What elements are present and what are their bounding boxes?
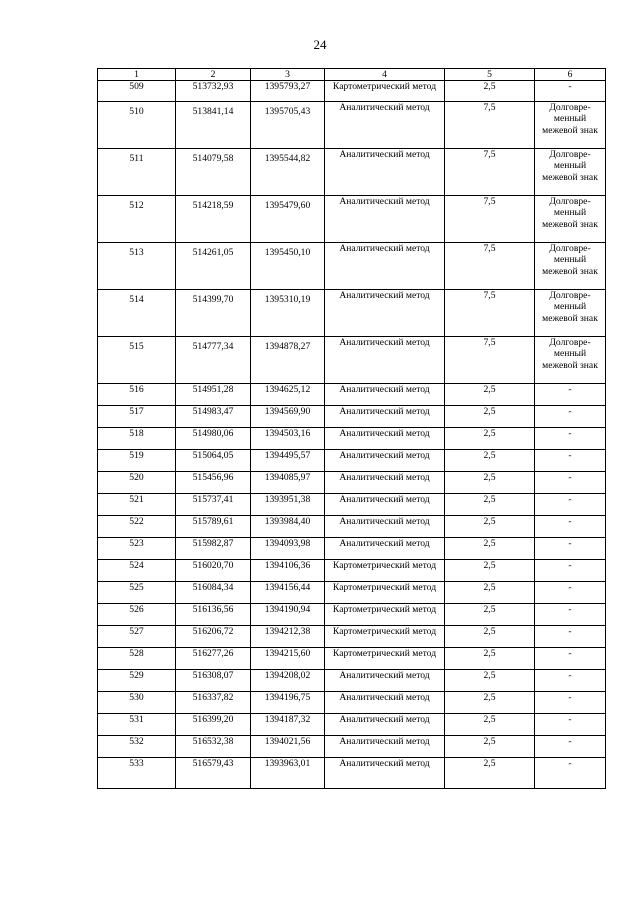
y-coordinate-cell: 1393963,01	[251, 758, 325, 789]
x-coordinate-cell: 515737,41	[176, 494, 251, 516]
method-cell: Картометрический метод	[325, 604, 445, 626]
table-row	[98, 582, 606, 604]
y-coordinate-cell: 1395793,27	[251, 81, 325, 102]
method-cell: Картометрический метод	[325, 626, 445, 648]
point-number-cell: 514	[98, 290, 176, 337]
point-number-cell: 517	[98, 406, 176, 428]
boundary-sign-cell: -	[535, 604, 606, 626]
accuracy-cell: 2,5	[445, 450, 535, 472]
boundary-sign-cell: -	[535, 560, 606, 582]
boundary-sign-cell: Долговре-менный межевой знак	[535, 337, 606, 384]
method-cell: Аналитический метод	[325, 102, 445, 149]
accuracy-cell: 2,5	[445, 714, 535, 736]
method-cell: Картометрический метод	[325, 648, 445, 670]
y-coordinate-cell: 1394495,57	[251, 450, 325, 472]
method-cell: Аналитический метод	[325, 428, 445, 450]
accuracy-cell: 2,5	[445, 384, 535, 406]
table-row	[98, 243, 606, 290]
table-row	[98, 604, 606, 626]
method-cell: Аналитический метод	[325, 406, 445, 428]
table-row	[98, 626, 606, 648]
x-coordinate-cell: 514983,47	[176, 406, 251, 428]
method-cell: Аналитический метод	[325, 714, 445, 736]
method-cell: Аналитический метод	[325, 149, 445, 196]
point-number-cell: 524	[98, 560, 176, 582]
point-number-cell: 519	[98, 450, 176, 472]
table-row	[98, 384, 606, 406]
x-coordinate-cell: 516084,34	[176, 582, 251, 604]
method-cell: Картометрический метод	[325, 81, 445, 102]
method-cell: Аналитический метод	[325, 494, 445, 516]
x-coordinate-cell: 516206,72	[176, 626, 251, 648]
table-row	[98, 428, 606, 450]
y-coordinate-cell: 1394215,60	[251, 648, 325, 670]
y-coordinate-cell: 1393984,40	[251, 516, 325, 538]
method-cell: Аналитический метод	[325, 758, 445, 789]
boundary-sign-cell: Долговре-менный межевой знак	[535, 196, 606, 243]
point-number-cell: 510	[98, 102, 176, 149]
y-coordinate-cell: 1394187,32	[251, 714, 325, 736]
y-coordinate-cell: 1395450,10	[251, 243, 325, 290]
x-coordinate-cell: 513841,14	[176, 102, 251, 149]
boundary-sign-cell: -	[535, 516, 606, 538]
column-header: 6	[535, 69, 606, 81]
boundary-sign-cell: -	[535, 428, 606, 450]
table-row	[98, 670, 606, 692]
table-row	[98, 714, 606, 736]
x-coordinate-cell: 514261,05	[176, 243, 251, 290]
table-header-row	[98, 69, 606, 81]
table-row	[98, 149, 606, 196]
accuracy-cell: 7,5	[445, 102, 535, 149]
boundary-sign-cell: -	[535, 538, 606, 560]
column-header: 1	[98, 69, 176, 81]
table-row	[98, 472, 606, 494]
boundary-sign-cell: -	[535, 714, 606, 736]
point-number-cell: 511	[98, 149, 176, 196]
y-coordinate-cell: 1394625,12	[251, 384, 325, 406]
point-number-cell: 516	[98, 384, 176, 406]
page-number: 24	[313, 37, 327, 52]
accuracy-cell: 2,5	[445, 626, 535, 648]
table-row	[98, 736, 606, 758]
method-cell: Аналитический метод	[325, 670, 445, 692]
table-row	[98, 450, 606, 472]
point-number-cell: 515	[98, 337, 176, 384]
x-coordinate-cell: 515456,96	[176, 472, 251, 494]
y-coordinate-cell: 1394190,94	[251, 604, 325, 626]
accuracy-cell: 2,5	[445, 670, 535, 692]
accuracy-cell: 2,5	[445, 538, 535, 560]
y-coordinate-cell: 1394106,36	[251, 560, 325, 582]
accuracy-cell: 2,5	[445, 758, 535, 789]
accuracy-cell: 7,5	[445, 196, 535, 243]
accuracy-cell: 7,5	[445, 337, 535, 384]
x-coordinate-cell: 516277,26	[176, 648, 251, 670]
accuracy-cell: 2,5	[445, 604, 535, 626]
y-coordinate-cell: 1394503,16	[251, 428, 325, 450]
method-cell: Картометрический метод	[325, 560, 445, 582]
x-coordinate-cell: 516337,82	[176, 692, 251, 714]
table-row	[98, 81, 606, 102]
table-row	[98, 538, 606, 560]
accuracy-cell: 2,5	[445, 516, 535, 538]
column-header: 3	[251, 69, 325, 81]
point-number-cell: 526	[98, 604, 176, 626]
method-cell: Аналитический метод	[325, 692, 445, 714]
table-row	[98, 516, 606, 538]
y-coordinate-cell: 1394208,02	[251, 670, 325, 692]
accuracy-cell: 2,5	[445, 648, 535, 670]
boundary-sign-cell: Долговре-менный межевой знак	[535, 243, 606, 290]
column-header: 5	[445, 69, 535, 81]
column-header: 2	[176, 69, 251, 81]
point-number-cell: 527	[98, 626, 176, 648]
accuracy-cell: 2,5	[445, 560, 535, 582]
accuracy-cell: 2,5	[445, 81, 535, 102]
boundary-sign-cell: -	[535, 450, 606, 472]
x-coordinate-cell: 515982,87	[176, 538, 251, 560]
point-number-cell: 522	[98, 516, 176, 538]
table-row	[98, 102, 606, 149]
boundary-sign-cell: Долговре-менный межевой знак	[535, 149, 606, 196]
method-cell: Аналитический метод	[325, 538, 445, 560]
accuracy-cell: 7,5	[445, 243, 535, 290]
accuracy-cell: 2,5	[445, 494, 535, 516]
y-coordinate-cell: 1395705,43	[251, 102, 325, 149]
method-cell: Аналитический метод	[325, 290, 445, 337]
boundary-sign-cell: Долговре-менный межевой знак	[535, 102, 606, 149]
method-cell: Аналитический метод	[325, 450, 445, 472]
point-number-cell: 513	[98, 243, 176, 290]
point-number-cell: 529	[98, 670, 176, 692]
y-coordinate-cell: 1394196,75	[251, 692, 325, 714]
boundary-sign-cell: -	[535, 494, 606, 516]
column-header: 4	[325, 69, 445, 81]
point-number-cell: 518	[98, 428, 176, 450]
point-number-cell: 528	[98, 648, 176, 670]
x-coordinate-cell: 516579,43	[176, 758, 251, 789]
table-row	[98, 692, 606, 714]
method-cell: Аналитический метод	[325, 516, 445, 538]
table-row	[98, 560, 606, 582]
point-number-cell: 530	[98, 692, 176, 714]
method-cell: Аналитический метод	[325, 196, 445, 243]
point-number-cell: 531	[98, 714, 176, 736]
y-coordinate-cell: 1394085,97	[251, 472, 325, 494]
method-cell: Аналитический метод	[325, 736, 445, 758]
accuracy-cell: 7,5	[445, 290, 535, 337]
y-coordinate-cell: 1394878,27	[251, 337, 325, 384]
y-coordinate-cell: 1395544,82	[251, 149, 325, 196]
y-coordinate-cell: 1395310,19	[251, 290, 325, 337]
y-coordinate-cell: 1395479,60	[251, 196, 325, 243]
x-coordinate-cell: 514218,59	[176, 196, 251, 243]
boundary-sign-cell: -	[535, 692, 606, 714]
boundary-sign-cell: -	[535, 406, 606, 428]
accuracy-cell: 7,5	[445, 149, 535, 196]
accuracy-cell: 2,5	[445, 692, 535, 714]
method-cell: Картометрический метод	[325, 582, 445, 604]
boundary-sign-cell: -	[535, 472, 606, 494]
x-coordinate-cell: 516136,56	[176, 604, 251, 626]
x-coordinate-cell: 514777,34	[176, 337, 251, 384]
boundary-sign-cell: -	[535, 670, 606, 692]
point-number-cell: 533	[98, 758, 176, 789]
x-coordinate-cell: 514980,06	[176, 428, 251, 450]
point-number-cell: 521	[98, 494, 176, 516]
boundary-sign-cell: -	[535, 81, 606, 102]
accuracy-cell: 2,5	[445, 736, 535, 758]
x-coordinate-cell: 515064,05	[176, 450, 251, 472]
x-coordinate-cell: 516399,20	[176, 714, 251, 736]
boundary-sign-cell: -	[535, 736, 606, 758]
y-coordinate-cell: 1393951,38	[251, 494, 325, 516]
x-coordinate-cell: 513732,93	[176, 81, 251, 102]
y-coordinate-cell: 1394093,98	[251, 538, 325, 560]
boundary-sign-cell: Долговре-менный межевой знак	[535, 290, 606, 337]
x-coordinate-cell: 514079,58	[176, 149, 251, 196]
point-number-cell: 509	[98, 81, 176, 102]
boundary-sign-cell: -	[535, 582, 606, 604]
accuracy-cell: 2,5	[445, 472, 535, 494]
table-row	[98, 406, 606, 428]
x-coordinate-cell: 516020,70	[176, 560, 251, 582]
point-number-cell: 532	[98, 736, 176, 758]
boundary-sign-cell: -	[535, 758, 606, 789]
x-coordinate-cell: 516308,07	[176, 670, 251, 692]
x-coordinate-cell: 515789,61	[176, 516, 251, 538]
point-number-cell: 523	[98, 538, 176, 560]
boundary-sign-cell: -	[535, 626, 606, 648]
point-number-cell: 525	[98, 582, 176, 604]
accuracy-cell: 2,5	[445, 428, 535, 450]
point-number-cell: 512	[98, 196, 176, 243]
table-row	[98, 494, 606, 516]
y-coordinate-cell: 1394212,38	[251, 626, 325, 648]
y-coordinate-cell: 1394156,44	[251, 582, 325, 604]
x-coordinate-cell: 514951,28	[176, 384, 251, 406]
table-row	[98, 196, 606, 243]
table-row	[98, 337, 606, 384]
boundary-sign-cell: -	[535, 648, 606, 670]
method-cell: Аналитический метод	[325, 472, 445, 494]
method-cell: Аналитический метод	[325, 384, 445, 406]
x-coordinate-cell: 514399,70	[176, 290, 251, 337]
table-row	[98, 648, 606, 670]
table-row	[98, 758, 606, 789]
coordinates-table	[97, 68, 606, 789]
x-coordinate-cell: 516532,38	[176, 736, 251, 758]
accuracy-cell: 2,5	[445, 406, 535, 428]
boundary-sign-cell: -	[535, 384, 606, 406]
table-row	[98, 290, 606, 337]
point-number-cell: 520	[98, 472, 176, 494]
y-coordinate-cell: 1394021,56	[251, 736, 325, 758]
y-coordinate-cell: 1394569,90	[251, 406, 325, 428]
accuracy-cell: 2,5	[445, 582, 535, 604]
method-cell: Аналитический метод	[325, 337, 445, 384]
method-cell: Аналитический метод	[325, 243, 445, 290]
